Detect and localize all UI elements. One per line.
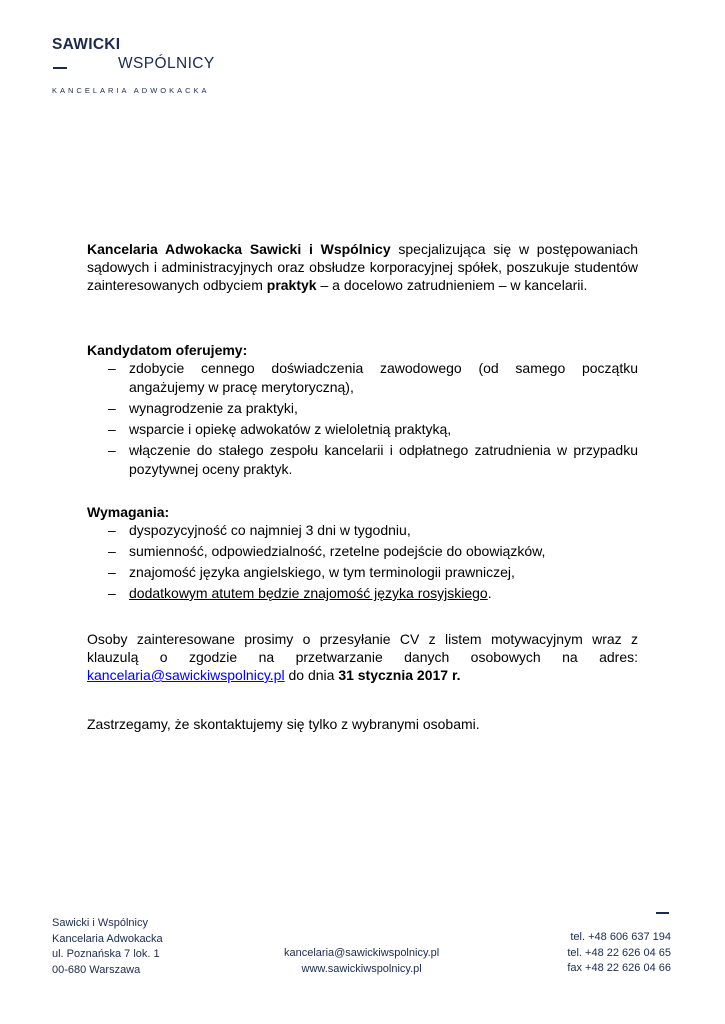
application-email-link[interactable]: kancelaria@sawickiwspolnicy.pl bbox=[87, 667, 285, 683]
footer-firm-type: Kancelaria Adwokacka bbox=[52, 932, 163, 945]
application-paragraph bbox=[87, 630, 638, 684]
application-deadline-prefix: do dnia bbox=[284, 667, 339, 683]
logo-dash bbox=[53, 67, 67, 69]
requirement-item-last bbox=[87, 584, 638, 603]
footer-phone-mobile: tel. +48 606 637 194 bbox=[570, 931, 671, 943]
intro-paragraph bbox=[87, 240, 638, 294]
footer-website[interactable]: www.sawickiwspolnicy.pl bbox=[301, 962, 422, 975]
requirement-item: – znajomość języka angielskiego, w tym terminologii prawniczej, bbox=[87, 563, 638, 582]
offer-item: – zdobycie cennego doświadczenia zawodowego (od samego początku angażujemy w pracę merytoryczną), bbox=[87, 359, 638, 397]
intro-text-b: – a docelowo zatrudnieniem – w kancelarii. bbox=[316, 277, 588, 293]
footer-phones bbox=[567, 930, 671, 977]
footer-fax: fax +48 22 626 04 66 bbox=[567, 962, 671, 974]
closing-note: Zastrzegamy, że skontaktujemy się tylko z wybranymi osobami. bbox=[87, 716, 480, 732]
requirement-underlined-text: dodatkowym atutem będzie znajomość języka rosyjskiego bbox=[129, 585, 488, 601]
logo-line-wspolnicy: WSPÓLNICY bbox=[118, 55, 215, 72]
offer-item: – wynagrodzenie za praktyki, bbox=[87, 399, 638, 418]
footer-dash bbox=[656, 912, 669, 914]
offer-section bbox=[87, 341, 638, 481]
requirement-item: – dyspozycyjność co najmniej 3 dni w tygodniu, bbox=[87, 521, 638, 540]
requirements-heading: Wymagania: bbox=[87, 504, 170, 520]
application-deadline: 31 stycznia 2017 r. bbox=[338, 667, 461, 683]
intro-text-a: specjalizująca się w postępowaniach sądowych i administracyjnych oraz obsłudze korporacyjnej spółek, poszukuje studentów zainteresowanych odbyciem bbox=[87, 241, 638, 293]
footer-address bbox=[52, 916, 163, 978]
offer-heading: Kandydatom oferujemy: bbox=[87, 342, 248, 358]
footer-city: 00-680 Warszawa bbox=[52, 963, 141, 976]
footer-contact-web bbox=[284, 946, 439, 977]
intro-bold-word: praktyk bbox=[266, 277, 317, 293]
offer-list bbox=[87, 359, 638, 479]
requirements-section bbox=[87, 503, 638, 605]
requirement-item: – sumienność, odpowiedzialność, rzetelne podejście do obowiązków, bbox=[87, 542, 638, 561]
logo-tagline: KANCELARIA ADWOKACKA bbox=[52, 86, 210, 95]
logo-line-sawicki: SAWICKI bbox=[52, 36, 121, 53]
requirements-list bbox=[87, 521, 638, 603]
offer-item: – wsparcie i opiekę adwokatów z wieloletnią praktyką, bbox=[87, 420, 638, 439]
application-text: Osoby zainteresowane prosimy o przesyłanie CV z listem motywacyjnym wraz z klauzulą o zgodzie na przetwarzanie danych osobowych na adres: bbox=[87, 631, 638, 665]
offer-item: – włączenie do stałego zespołu kancelarii i odpłatnego zatrudnienia w przypadku pozytywnej oceny praktyk. bbox=[87, 441, 638, 479]
footer-email[interactable]: kancelaria@sawickiwspolnicy.pl bbox=[284, 947, 440, 959]
requirement-suffix: . bbox=[487, 585, 492, 601]
footer-firm: Sawicki i Wspólnicy bbox=[52, 917, 148, 929]
footer-phone-landline: tel. +48 22 626 04 65 bbox=[567, 946, 671, 959]
footer-street: ul. Poznańska 7 lok. 1 bbox=[52, 948, 160, 960]
intro-firm-name: Kancelaria Adwokacka Sawicki i Wspólnicy bbox=[87, 241, 391, 257]
